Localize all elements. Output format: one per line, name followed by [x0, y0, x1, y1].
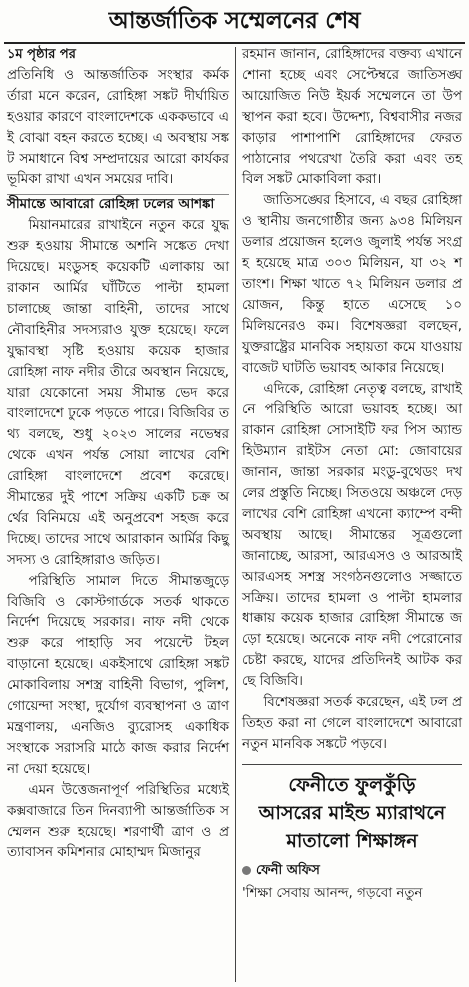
paragraph-2: মিয়ানমারের রাখাইনে নতুন করে যুদ্ধ শুরু হওয়ায় সীমান্তে অশনি সঙ্কেত দেখা দিয়েছে। মংডুসহ কয়েকটি এলাকায় আরাকান আর্মির ঘাঁটিতে পাল্টা হামলা চালাচ্ছে জান্তা বাহিনী, তাদের সাথে নৌবাহিনীর সদস্যরাও যুক্ত হয়েছে। ফলে যুদ্ধাবস্থা সৃষ্টি হওয়ায় কয়েক হাজার রোহিঙ্গা নাফ নদীর তীরে অবস্থান নিয়েছে, যারা যেকোনো সময় সীমান্ত ভেদ করে বাংলাদেশে ঢুকে পড়তে পারে। বিজিবির তথ্য বলছে, শুধু ২০২৩ সালের নভেম্বর থেকে এখন পর্যন্ত সোয়া লাখের বেশি রোহিঙ্গা বাংলাদেশে প্রবেশ করেছে। সীমান্তের দুই পাশে সক্রিয় একটি চক্র অর্থের বিনিময়ে এই অনুপ্রবেশ সহজ করে দিচ্ছে। তাদের সাথে আরাকান আর্মির কিছু সদস্য ও রোহিঙ্গারাও জড়িত। [7, 218, 229, 568]
paragraph-6: জাতিসঙ্ঘের হিসাবে, এ বছর রোহিঙ্গা ও স্থানীয় জনগোষ্ঠীর জন্য ৯৩৪ মিলিয়ন ডলার প্রয়োজন হলেও জুলাই পর্যন্ত সংগ্রহ হয়েছে মাত্র ৩০৩ মিলিয়ন, যা ৩২ শতাংশ। শিক্ষা খাতে ৭২ মিলিয়ন ডলার প্রয়োজন, কিন্তু হাতে এসেছে ১০ মিলিয়নেরও কম। বিশেষজ্ঞরা বলছেন, যুক্তরাষ্ট্রের মানবিক সহায়তা কমে যাওয়ায় বাজেট ঘাটতি ভয়াবহ আকার নিয়েছে। [242, 193, 462, 376]
continuation-label: ১ম পৃষ্ঠার পর [7, 47, 76, 62]
second-article-text: 'শিক্ষা সেবায় আনন্দ, গড়বো নতুন [242, 885, 423, 901]
paragraph-3: পরিস্থিতি সামাল দিতে সীমান্তজুড়ে বিজিবি ও কোস্টগার্ডকে সতর্ক থাকতে নির্দেশ দিয়েছে সরকার। নাফ নদী থেকে শুরু করে পাহাড়ি সব পয়েন্টে টহল বাড়ানো হয়েছে। একইসাথে রোহিঙ্গা সঙ্কট মোকাবিলায় সশস্ত্র বাহিনী বিভাগ, পুলিশ, গোয়েন্দা সংস্থা, দুর্যোগ ব্যবস্থাপনা ও ত্রাণ মন্ত্রণালয়, এনজিও ব্যুরোসহ একাধিক সংস্থাকে সরাসরি মাঠে কাজ করার নির্দেশনা দেয়া হয়েছে। [7, 573, 229, 777]
dateline-text: ফেনী অফিস [256, 862, 320, 878]
dateline [242, 861, 462, 882]
second-headline-line-2: আসরের মাইন্ড ম্যারাথনে [258, 801, 446, 824]
right-column [242, 45, 462, 905]
paragraph-5: রহমান জানান, রোহিঙ্গাদের বক্তব্য এখানে শোনা হচ্ছে এবং সেপ্টেম্বরে জাতিসঙ্ঘ আয়োজিত নিউ ইয়র্ক সম্মেলনে তা উপস্থাপন করা হবে। উদ্দেশ্য, বিশ্ববাসীর নজর কাড়ার পাশাপাশি রোহিঙ্গাদের ফেরত পাঠানোর পথরেখা তৈরি করা এবং তহবিল সঙ্কট মোকাবিলা করা। [242, 47, 462, 188]
bullet-icon [242, 866, 251, 875]
column-divider [235, 47, 236, 982]
second-headline-line-3: মাতালো শিক্ষাঙ্গন [286, 829, 418, 852]
headline-rule [4, 42, 465, 44]
second-article-headline [242, 764, 462, 855]
left-column [7, 45, 229, 864]
paragraph-7: এদিকে, রোহিঙ্গা নেতৃত্ব বলছে, রাখাইনে পরিস্থিতি আরো ভয়াবহ হচ্ছে। আরাকান রোহিঙ্গা সোসাইটি ফর পিস অ্যান্ড হিউম্যান রাইটস নেতা মো: জোবায়ের জানান, জান্তা সরকার মংডু-বুথেডং দখলের প্রস্তুতি নিচ্ছে। সিতওয়ে অঞ্চলে দেড় লাখের বেশি রোহিঙ্গা এখনো ক্যাম্পে বন্দী অবস্থায় আছে। সীমান্তের সূত্রগুলো জানাচ্ছে, আরসা, আরএসও ও আরআইআরএসহ সশস্ত্র সংগঠনগুলোও সজ্জাতে সক্রিয়। তাদের হামলা ও পাল্টা হামলার ধাক্কায় কয়েক হাজার রোহিঙ্গা সীমান্তে জড়ো হয়েছে। অনেকে নাফ নদী পেরোনোর চেষ্টা করছে, যাদের প্রতিদিনই আটক করছে বিজিবি। [242, 381, 462, 690]
subheadline: সীমান্তে আবারো রোহিঙ্গা ঢলের আশঙ্কা [7, 197, 215, 213]
paragraph-8: বিশেষজ্ঞরা সতর্ক করেছেন, এই ঢল প্রতিহত করা না গেলে বাংলাদেশে আবারো নতুন মানবিক সঙ্কটে পড়বে। [242, 695, 462, 752]
second-headline-line-1: ফেনীতে ফুলকুঁড়ি [288, 773, 416, 796]
paragraph-4: এমন উত্তেজনাপূর্ণ পরিস্থিতির মধ্যেই কক্সবাজারে তিন দিনব্যাপী আন্তর্জাতিক সম্মেলন শুরু হয়েছে। শরণার্থী ত্রাণ ও প্রত্যাবাসন কমিশনার মোহাম্মদ মিজানুর [7, 782, 229, 861]
headline: আন্তর্জাতিক সম্মেলনের শেষ [108, 8, 361, 34]
paragraph-1: প্রতিনিধি ও আন্তর্জাতিক সংস্থার কর্মকর্তারা মনে করেন, রোহিঙ্গা সঙ্কট দীর্ঘায়িত হওয়ার কারণে বাংলাদেশকে এককভাবে এই বোঝা বহন করতে হচ্ছে। এ অবস্থায় সঙ্কট সমাধানে বিশ্ব সম্প্রদায়ের আরো কার্যকর ভূমিকা রাখা এখন সময়ের দাবি। [7, 67, 229, 188]
